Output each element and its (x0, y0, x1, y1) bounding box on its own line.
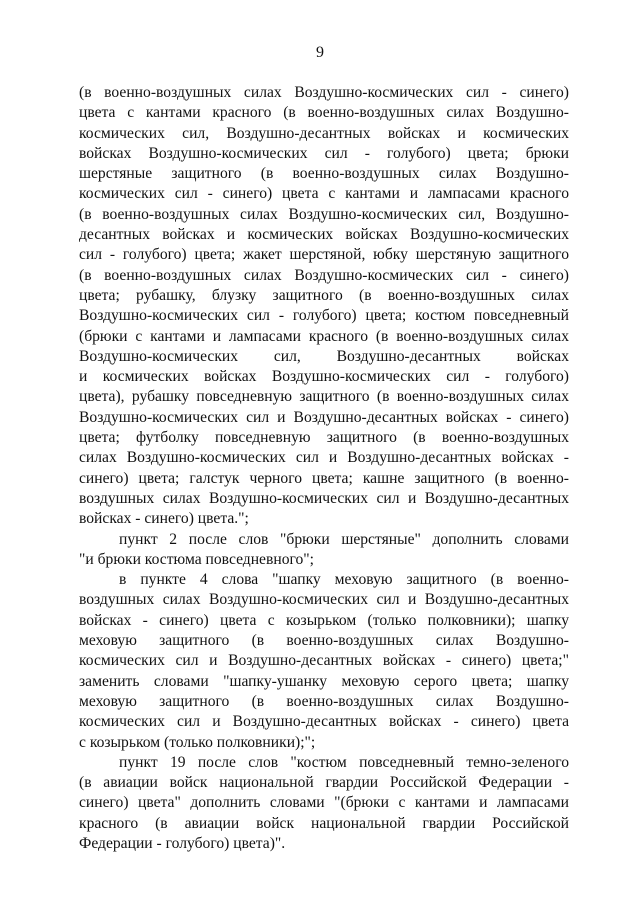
text-line: воздушных силах Воздушно-космических сил и Воздушно-десантных (79, 591, 569, 609)
text-line: войсках - синего) цвета."; (79, 510, 249, 528)
page-number: 9 (316, 44, 324, 61)
text-line: синего) цвета" дополнить словами "(брюки с кантами и лампасами (79, 794, 569, 812)
text-line: меховую защитного (в военно-воздушных силах Воздушно- (79, 692, 569, 710)
text-line: (в военно-воздушных силах Воздушно-космических сил - синего) (79, 266, 569, 284)
text-line: космических сил - синего) цвета с кантами и лампасами красного (79, 185, 569, 203)
text-line: меховую защитного (в военно-воздушных силах Воздушно- (79, 632, 569, 650)
text-line: Воздушно-космических сил, Воздушно-десантных войсках (79, 347, 569, 365)
text-line: космических сил и Воздушно-десантных войсках - синего) цвета;" (79, 652, 569, 670)
text-line: силах Воздушно-космических сил и Воздушно-десантных войсках - (79, 449, 569, 467)
text-line: красного (в авиации войск национальной гвардии Российской (79, 814, 569, 832)
text-line: воздушных силах Воздушно-космических сил и Воздушно-десантных (79, 489, 569, 507)
text-line: цвета; футболку повседневную защитного (в военно-воздушных (79, 429, 569, 447)
text-line: заменить словами "шапку-ушанку меховую серого цвета; шапку (79, 672, 569, 690)
text-line: (брюки с кантами и лампасами красного (в военно-воздушных силах (79, 327, 569, 345)
text-line: Федерации - голубого) цвета)". (79, 834, 286, 852)
text-line: космических сил, Воздушно-десантных войсках и космических (79, 124, 569, 142)
text-line: шерстяные защитного (в военно-воздушных силах Воздушно- (79, 165, 569, 183)
text-line: и космических войсках Воздушно-космических сил - голубого) (79, 368, 569, 386)
text-line: войсках - синего) цвета с козырьком (только полковники); шапку (79, 611, 569, 629)
text-line: с козырьком (только полковники);"; (79, 733, 316, 751)
text-line: (в военно-воздушных силах Воздушно-космических сил, Воздушно- (79, 205, 569, 223)
text-line: пункт 19 после слов "костюм повседневный темно-зеленого (119, 753, 569, 771)
text-line: синего) цвета; галстук черного цвета; кашне защитного (в военно- (79, 469, 569, 487)
document-body (79, 83, 569, 854)
text-line: в пункте 4 слова "шапку меховую защитного (в военно- (119, 571, 569, 589)
text-line: космических сил и Воздушно-десантных войсках - синего) цвета (79, 713, 569, 731)
text-line: Воздушно-космических сил и Воздушно-десантных войсках - синего) (79, 408, 569, 426)
text-line: цвета; рубашку, блузку защитного (в военно-воздушных силах (79, 286, 569, 304)
text-line: Воздушно-космических сил - голубого) цвета; костюм повседневный (79, 307, 569, 325)
text-line: цвета с кантами красного (в военно-воздушных силах Воздушно- (79, 104, 569, 122)
text-line: (в авиации войск национальной гвардии Российской Федерации - (79, 774, 569, 792)
text-line: цвета), рубашку повседневную защитного (в военно-воздушных силах (79, 388, 569, 406)
text-line: "и брюки костюма повседневного"; (79, 550, 314, 568)
text-line: пункт 2 после слов "брюки шерстяные" дополнить словами (119, 530, 569, 548)
text-line: войсках Воздушно-космических сил - голубого) цвета; брюки (79, 144, 569, 162)
text-line: десантных войсках и космических войсках Воздушно-космических (79, 226, 569, 244)
text-line: (в военно-воздушных силах Воздушно-космических сил - синего) (79, 84, 569, 101)
text-line: сил - голубого) цвета; жакет шерстяной, юбку шерстяную защитного (79, 246, 569, 264)
